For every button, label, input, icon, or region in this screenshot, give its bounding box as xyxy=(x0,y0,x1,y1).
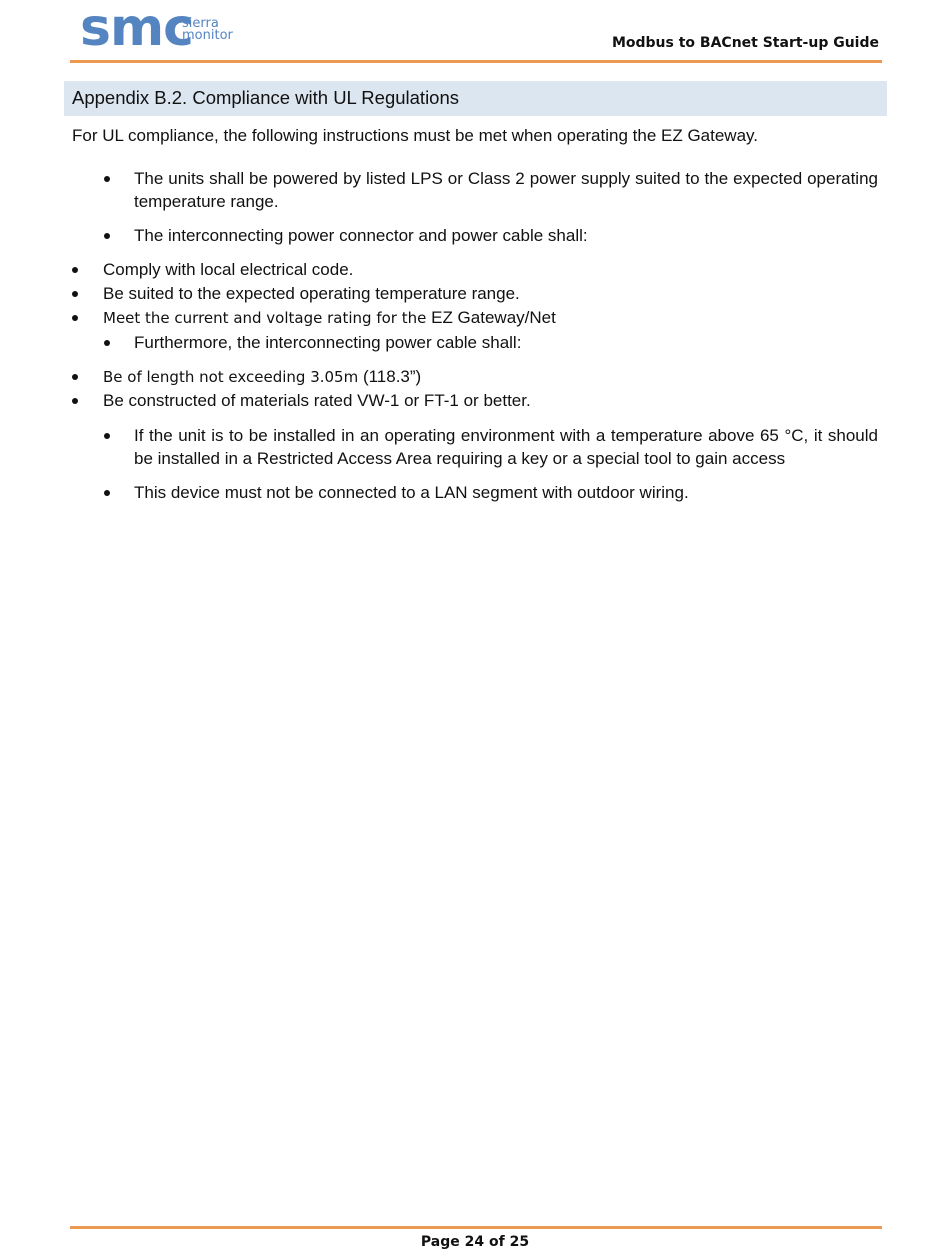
bullet-icon xyxy=(104,340,110,346)
page-number: Page 24 of 25 xyxy=(420,1234,530,1250)
bullet-icon xyxy=(72,374,78,380)
logo-line-1: sierra xyxy=(182,16,219,31)
bullet-icon xyxy=(104,490,110,496)
logo-letters: smc xyxy=(80,0,193,58)
rating-device: EZ Gateway/Net xyxy=(431,308,556,327)
list-item-temperature-range: Be suited to the expected operating temperature range. xyxy=(103,284,520,303)
logo-subtext xyxy=(182,18,233,42)
header-rule xyxy=(70,60,882,63)
bullet-icon xyxy=(104,176,110,182)
bullet-icon xyxy=(72,398,78,404)
bullet-icon xyxy=(104,433,110,439)
list-item-materials: Be constructed of materials rated VW-1 or FT-1 or better. xyxy=(103,391,531,410)
cable-length-inches: (118.3”) xyxy=(358,367,422,386)
bullet-icon xyxy=(72,315,78,321)
guide-title: Modbus to BACnet Start-up Guide xyxy=(611,35,879,51)
section-title: Appendix B.2. Compliance with UL Regulations xyxy=(72,87,460,108)
company-logo xyxy=(80,0,240,58)
list-item-power-connector: The interconnecting power connector and power cable shall: xyxy=(134,226,588,245)
bullet-icon xyxy=(72,291,78,297)
list-item-rating xyxy=(103,306,878,330)
list-item-cable-length xyxy=(103,365,878,389)
list-item-power-supply: The units shall be powered by listed LPS or Class 2 power supply suited to the expected operating temperature range. xyxy=(134,169,878,211)
bullet-icon xyxy=(72,267,78,273)
cable-length-text: Be of length not exceeding 3.05m xyxy=(103,368,359,386)
list-item-lan-segment: This device must not be connected to a LAN segment with outdoor wiring. xyxy=(134,483,689,502)
rating-text: Meet the current and voltage rating for the xyxy=(103,309,432,327)
bullet-icon xyxy=(104,233,110,239)
section-heading-bar xyxy=(64,81,887,116)
footer-rule xyxy=(70,1226,882,1229)
list-item-restricted-area: If the unit is to be installed in an operating environment with a temperature above 65 °C, it should be installed in a Restricted Access Area requiring a key or a special tool to gain access xyxy=(134,426,878,468)
list-item-electrical-code: Comply with local electrical code. xyxy=(103,260,354,279)
list-item-cable-intro: Furthermore, the interconnecting power cable shall: xyxy=(134,333,522,352)
intro-paragraph: For UL compliance, the following instructions must be met when operating the EZ Gateway. xyxy=(72,126,758,145)
logo-line-2: monitor xyxy=(182,28,233,43)
